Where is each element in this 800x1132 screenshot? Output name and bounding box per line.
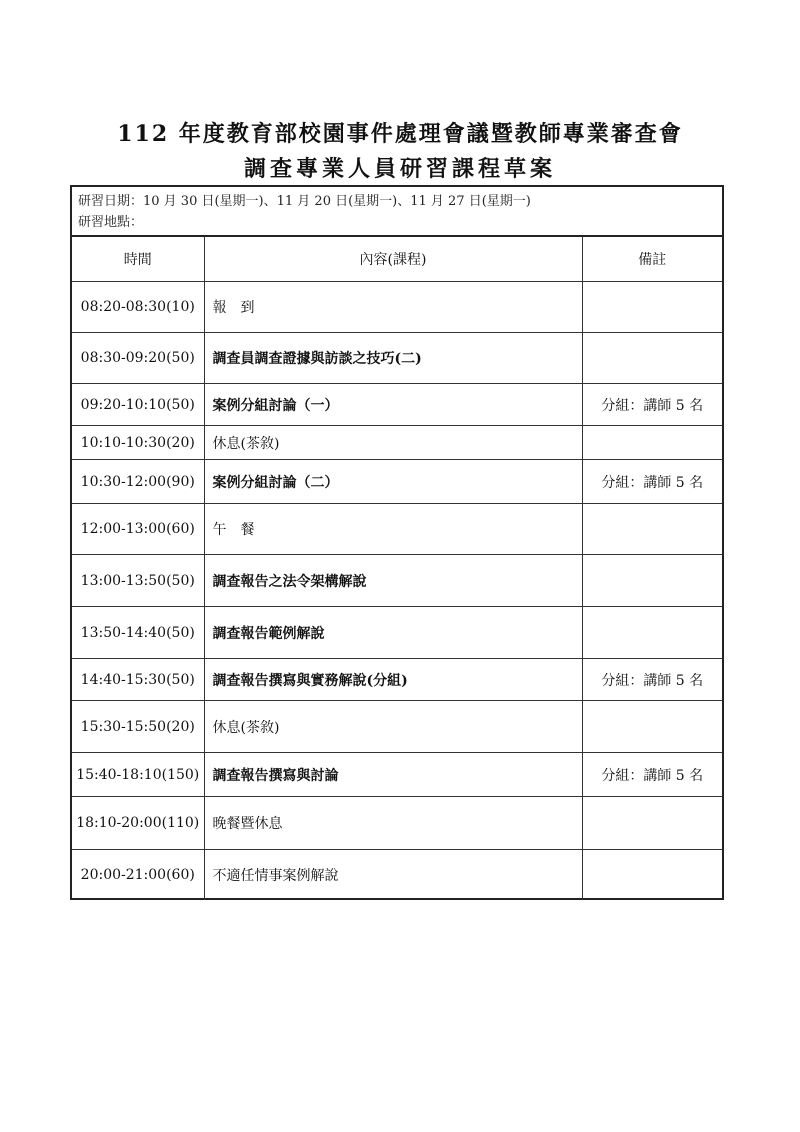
time-cell: 12:00-13:00(60) [72,504,204,555]
header-time: 時間 [72,236,204,282]
document-subtitle: 調查專業人員研習課程草案 [243,156,556,182]
note-cell [582,426,722,460]
content-cell: 調查報告撰寫與討論 [204,753,582,797]
note-cell [582,797,722,850]
content-cell: 休息(茶敘) [204,701,582,753]
time-cell: 08:30-09:20(50) [72,333,204,384]
note-cell: 分組：講師 5 名 [582,384,722,426]
note-cell [582,607,722,659]
time-cell: 10:10-10:30(20) [72,426,204,460]
content-cell: 午 餐 [204,504,582,555]
content-cell: 不適任情事案例解說 [204,850,582,900]
table-row [72,504,722,555]
table-row [72,333,722,384]
schedule-table [72,235,722,900]
table-row [72,460,722,504]
table-row [72,753,722,797]
table-row [72,607,722,659]
table-row [72,555,722,607]
document-title: 112 年度教育部校園事件處理會議暨教師專業審查會 [117,121,683,147]
time-cell: 15:30-15:50(20) [72,701,204,753]
time-cell: 15:40-18:10(150) [72,753,204,797]
header-note: 備註 [582,236,722,282]
table-row [72,850,722,900]
table-row [72,384,722,426]
schedule-sheet [70,185,724,900]
note-cell: 分組：講師 5 名 [582,753,722,797]
note-cell [582,555,722,607]
time-cell: 18:10-20:00(110) [72,797,204,850]
time-cell: 13:00-13:50(50) [72,555,204,607]
table-row [72,797,722,850]
table-row [72,282,722,333]
time-cell: 08:20-08:30(10) [72,282,204,333]
note-cell [582,504,722,555]
content-cell: 調查報告之法令架構解說 [204,555,582,607]
table-row [72,659,722,701]
header-content: 內容(課程) [204,236,582,282]
note-cell [582,850,722,900]
training-dates: 研習日期：10 月 30 日(星期一)、11 月 20 日(星期一)、11 月 27 日(星期一) [78,194,531,209]
time-cell: 20:00-21:00(60) [72,850,204,900]
time-cell: 10:30-12:00(90) [72,460,204,504]
training-location: 研習地點： [78,215,144,230]
content-cell: 調查報告撰寫與實務解說(分組) [204,659,582,701]
time-cell: 09:20-10:10(50) [72,384,204,426]
content-cell: 案例分組討論（二） [204,460,582,504]
note-cell [582,282,722,333]
table-row [72,426,722,460]
content-cell: 晚餐暨休息 [204,797,582,850]
table-row [72,701,722,753]
content-cell: 案例分組討論（一） [204,384,582,426]
time-cell: 13:50-14:40(50) [72,607,204,659]
info-block [78,191,531,233]
content-cell: 休息(茶敘) [204,426,582,460]
time-cell: 14:40-15:30(50) [72,659,204,701]
note-cell: 分組：講師 5 名 [582,659,722,701]
content-cell: 調查報告範例解說 [204,607,582,659]
note-cell: 分組：講師 5 名 [582,460,722,504]
note-cell [582,701,722,753]
content-cell: 調查員調查證據與訪談之技巧(二) [204,333,582,384]
content-cell: 報 到 [204,282,582,333]
header-row [72,236,722,282]
note-cell [582,333,722,384]
